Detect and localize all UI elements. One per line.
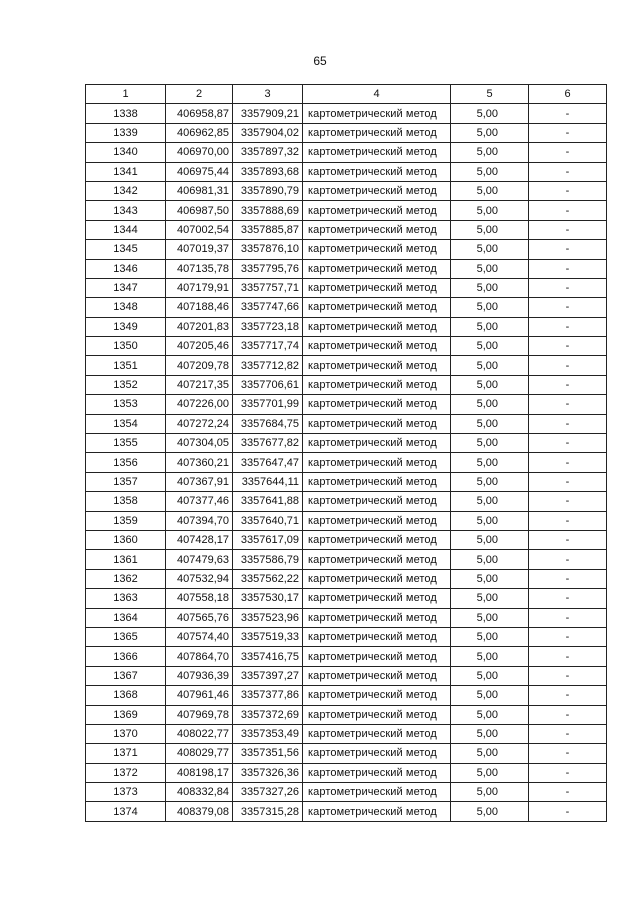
note-cell: - [529,298,607,317]
note-cell: - [529,802,607,821]
accuracy-cell: 5,00 [451,589,529,608]
x-coordinate-cell: 407217,35 [166,375,233,394]
method-cell: картометрический метод [303,705,451,724]
x-coordinate-cell: 407864,70 [166,647,233,666]
y-coordinate-cell: 3357885,87 [233,220,303,239]
accuracy-cell: 5,00 [451,162,529,181]
x-coordinate-cell: 408022,77 [166,724,233,743]
note-cell: - [529,608,607,627]
point-number-cell: 1363 [86,589,166,608]
method-cell: картометрический метод [303,744,451,763]
table-row [86,414,607,433]
table-row [86,666,607,685]
x-coordinate-cell: 406962,85 [166,123,233,142]
point-number-cell: 1374 [86,802,166,821]
accuracy-cell: 5,00 [451,608,529,627]
y-coordinate-cell: 3357888,69 [233,201,303,220]
table-row [86,259,607,278]
accuracy-cell: 5,00 [451,744,529,763]
accuracy-cell: 5,00 [451,395,529,414]
point-number-cell: 1372 [86,763,166,782]
x-coordinate-cell: 407019,37 [166,240,233,259]
method-cell: картометрический метод [303,104,451,123]
y-coordinate-cell: 3357351,56 [233,744,303,763]
note-cell: - [529,337,607,356]
y-coordinate-cell: 3357701,99 [233,395,303,414]
x-coordinate-cell: 408379,08 [166,802,233,821]
note-cell: - [529,530,607,549]
x-coordinate-cell: 407479,63 [166,550,233,569]
table-row [86,783,607,802]
point-number-cell: 1362 [86,569,166,588]
table-row [86,181,607,200]
y-coordinate-cell: 3357706,61 [233,375,303,394]
note-cell: - [529,744,607,763]
method-cell: картометрический метод [303,181,451,200]
x-coordinate-cell: 407532,94 [166,569,233,588]
point-number-cell: 1353 [86,395,166,414]
table-row [86,550,607,569]
table-row [86,589,607,608]
note-cell: - [529,278,607,297]
table-header-row [86,85,607,104]
point-number-cell: 1357 [86,472,166,491]
method-cell: картометрический метод [303,647,451,666]
point-number-cell: 1338 [86,104,166,123]
accuracy-cell: 5,00 [451,278,529,297]
x-coordinate-cell: 407961,46 [166,686,233,705]
accuracy-cell: 5,00 [451,356,529,375]
table-body [86,104,607,821]
note-cell: - [529,783,607,802]
y-coordinate-cell: 3357326,36 [233,763,303,782]
accuracy-cell: 5,00 [451,763,529,782]
y-coordinate-cell: 3357397,27 [233,666,303,685]
note-cell: - [529,492,607,511]
y-coordinate-cell: 3357562,22 [233,569,303,588]
method-cell: картометрический метод [303,783,451,802]
y-coordinate-cell: 3357747,66 [233,298,303,317]
y-coordinate-cell: 3357712,82 [233,356,303,375]
method-cell: картометрический метод [303,143,451,162]
accuracy-cell: 5,00 [451,492,529,511]
method-cell: картометрический метод [303,511,451,530]
accuracy-cell: 5,00 [451,569,529,588]
column-header-2: 2 [166,85,233,104]
x-coordinate-cell: 407002,54 [166,220,233,239]
note-cell: - [529,240,607,259]
note-cell: - [529,317,607,336]
x-coordinate-cell: 407394,70 [166,511,233,530]
accuracy-cell: 5,00 [451,298,529,317]
y-coordinate-cell: 3357586,79 [233,550,303,569]
x-coordinate-cell: 407304,05 [166,434,233,453]
method-cell: картометрический метод [303,666,451,685]
accuracy-cell: 5,00 [451,123,529,142]
accuracy-cell: 5,00 [451,181,529,200]
x-coordinate-cell: 407367,91 [166,472,233,491]
x-coordinate-cell: 406981,31 [166,181,233,200]
accuracy-cell: 5,00 [451,453,529,472]
note-cell: - [529,569,607,588]
method-cell: картометрический метод [303,123,451,142]
method-cell: картометрический метод [303,530,451,549]
method-cell: картометрический метод [303,201,451,220]
y-coordinate-cell: 3357890,79 [233,181,303,200]
point-number-cell: 1346 [86,259,166,278]
point-number-cell: 1345 [86,240,166,259]
accuracy-cell: 5,00 [451,220,529,239]
point-number-cell: 1364 [86,608,166,627]
point-number-cell: 1356 [86,453,166,472]
point-number-cell: 1348 [86,298,166,317]
y-coordinate-cell: 3357897,32 [233,143,303,162]
point-number-cell: 1369 [86,705,166,724]
note-cell: - [529,104,607,123]
method-cell: картометрический метод [303,608,451,627]
table-row [86,705,607,724]
note-cell: - [529,395,607,414]
y-coordinate-cell: 3357893,68 [233,162,303,181]
point-number-cell: 1354 [86,414,166,433]
method-cell: картометрический метод [303,453,451,472]
y-coordinate-cell: 3357904,02 [233,123,303,142]
method-cell: картометрический метод [303,472,451,491]
y-coordinate-cell: 3357795,76 [233,259,303,278]
y-coordinate-cell: 3357372,69 [233,705,303,724]
note-cell: - [529,123,607,142]
x-coordinate-cell: 406958,87 [166,104,233,123]
x-coordinate-cell: 407360,21 [166,453,233,472]
note-cell: - [529,763,607,782]
table-row [86,395,607,414]
note-cell: - [529,550,607,569]
x-coordinate-cell: 407558,18 [166,589,233,608]
x-coordinate-cell: 407135,78 [166,259,233,278]
y-coordinate-cell: 3357717,74 [233,337,303,356]
table-row [86,608,607,627]
note-cell: - [529,453,607,472]
accuracy-cell: 5,00 [451,530,529,549]
point-number-cell: 1371 [86,744,166,763]
y-coordinate-cell: 3357647,47 [233,453,303,472]
table-row [86,744,607,763]
table-row [86,763,607,782]
table-row [86,511,607,530]
table-row [86,492,607,511]
point-number-cell: 1373 [86,783,166,802]
method-cell: картометрический метод [303,434,451,453]
method-cell: картометрический метод [303,317,451,336]
point-number-cell: 1344 [86,220,166,239]
note-cell: - [529,162,607,181]
point-number-cell: 1347 [86,278,166,297]
y-coordinate-cell: 3357757,71 [233,278,303,297]
note-cell: - [529,259,607,278]
x-coordinate-cell: 406970,00 [166,143,233,162]
point-number-cell: 1368 [86,686,166,705]
accuracy-cell: 5,00 [451,201,529,220]
y-coordinate-cell: 3357519,33 [233,627,303,646]
x-coordinate-cell: 407201,83 [166,317,233,336]
method-cell: картометрический метод [303,278,451,297]
page-number: 65 [313,54,327,68]
note-cell: - [529,511,607,530]
table-row [86,453,607,472]
y-coordinate-cell: 3357377,86 [233,686,303,705]
accuracy-cell: 5,00 [451,802,529,821]
accuracy-cell: 5,00 [451,511,529,530]
accuracy-cell: 5,00 [451,783,529,802]
point-number-cell: 1351 [86,356,166,375]
note-cell: - [529,472,607,491]
x-coordinate-cell: 408332,84 [166,783,233,802]
table-row [86,375,607,394]
table-row [86,143,607,162]
x-coordinate-cell: 407272,24 [166,414,233,433]
method-cell: картометрический метод [303,395,451,414]
accuracy-cell: 5,00 [451,317,529,336]
accuracy-cell: 5,00 [451,434,529,453]
x-coordinate-cell: 407179,91 [166,278,233,297]
point-number-cell: 1343 [86,201,166,220]
accuracy-cell: 5,00 [451,550,529,569]
method-cell: картометрический метод [303,298,451,317]
table-row [86,337,607,356]
y-coordinate-cell: 3357327,26 [233,783,303,802]
accuracy-cell: 5,00 [451,627,529,646]
table-row [86,220,607,239]
y-coordinate-cell: 3357641,88 [233,492,303,511]
accuracy-cell: 5,00 [451,724,529,743]
method-cell: картометрический метод [303,162,451,181]
table-row [86,647,607,666]
point-number-cell: 1349 [86,317,166,336]
point-number-cell: 1360 [86,530,166,549]
point-number-cell: 1340 [86,143,166,162]
y-coordinate-cell: 3357876,10 [233,240,303,259]
note-cell: - [529,627,607,646]
y-coordinate-cell: 3357640,71 [233,511,303,530]
table-row [86,162,607,181]
table-row [86,240,607,259]
x-coordinate-cell: 408198,17 [166,763,233,782]
x-coordinate-cell: 407428,17 [166,530,233,549]
y-coordinate-cell: 3357617,09 [233,530,303,549]
column-header-3: 3 [233,85,303,104]
table-row [86,569,607,588]
point-number-cell: 1342 [86,181,166,200]
point-number-cell: 1350 [86,337,166,356]
x-coordinate-cell: 407969,78 [166,705,233,724]
x-coordinate-cell: 407936,39 [166,666,233,685]
x-coordinate-cell: 407188,46 [166,298,233,317]
note-cell: - [529,589,607,608]
table-row [86,627,607,646]
table-row [86,530,607,549]
column-header-1: 1 [86,85,166,104]
point-number-cell: 1352 [86,375,166,394]
column-header-6: 6 [529,85,607,104]
table-row [86,356,607,375]
accuracy-cell: 5,00 [451,666,529,685]
method-cell: картометрический метод [303,569,451,588]
point-number-cell: 1367 [86,666,166,685]
method-cell: картометрический метод [303,492,451,511]
point-number-cell: 1366 [86,647,166,666]
coordinates-table [85,84,607,822]
note-cell: - [529,647,607,666]
y-coordinate-cell: 3357315,28 [233,802,303,821]
note-cell: - [529,201,607,220]
x-coordinate-cell: 407209,78 [166,356,233,375]
point-number-cell: 1361 [86,550,166,569]
table-row [86,298,607,317]
method-cell: картометрический метод [303,356,451,375]
point-number-cell: 1359 [86,511,166,530]
method-cell: картометрический метод [303,802,451,821]
table-row [86,317,607,336]
note-cell: - [529,705,607,724]
y-coordinate-cell: 3357684,75 [233,414,303,433]
x-coordinate-cell: 407226,00 [166,395,233,414]
method-cell: картометрический метод [303,414,451,433]
method-cell: картометрический метод [303,337,451,356]
method-cell: картометрический метод [303,375,451,394]
method-cell: картометрический метод [303,686,451,705]
x-coordinate-cell: 408029,77 [166,744,233,763]
note-cell: - [529,434,607,453]
x-coordinate-cell: 407565,76 [166,608,233,627]
point-number-cell: 1370 [86,724,166,743]
x-coordinate-cell: 407205,46 [166,337,233,356]
y-coordinate-cell: 3357909,21 [233,104,303,123]
y-coordinate-cell: 3357644,11 [233,472,303,491]
column-header-5: 5 [451,85,529,104]
point-number-cell: 1355 [86,434,166,453]
point-number-cell: 1358 [86,492,166,511]
table-row [86,472,607,491]
accuracy-cell: 5,00 [451,337,529,356]
note-cell: - [529,724,607,743]
accuracy-cell: 5,00 [451,240,529,259]
accuracy-cell: 5,00 [451,259,529,278]
table-row [86,802,607,821]
accuracy-cell: 5,00 [451,143,529,162]
table-row [86,201,607,220]
method-cell: картометрический метод [303,240,451,259]
table-row [86,434,607,453]
x-coordinate-cell: 406987,50 [166,201,233,220]
table-row [86,104,607,123]
y-coordinate-cell: 3357523,96 [233,608,303,627]
x-coordinate-cell: 407574,40 [166,627,233,646]
table-row [86,724,607,743]
y-coordinate-cell: 3357677,82 [233,434,303,453]
method-cell: картометрический метод [303,763,451,782]
table-row [86,278,607,297]
accuracy-cell: 5,00 [451,375,529,394]
note-cell: - [529,686,607,705]
note-cell: - [529,356,607,375]
accuracy-cell: 5,00 [451,686,529,705]
y-coordinate-cell: 3357353,49 [233,724,303,743]
table-row [86,123,607,142]
note-cell: - [529,181,607,200]
note-cell: - [529,414,607,433]
point-number-cell: 1365 [86,627,166,646]
y-coordinate-cell: 3357416,75 [233,647,303,666]
y-coordinate-cell: 3357723,18 [233,317,303,336]
accuracy-cell: 5,00 [451,414,529,433]
accuracy-cell: 5,00 [451,104,529,123]
table-row [86,686,607,705]
point-number-cell: 1339 [86,123,166,142]
point-number-cell: 1341 [86,162,166,181]
method-cell: картометрический метод [303,259,451,278]
method-cell: картометрический метод [303,550,451,569]
x-coordinate-cell: 407377,46 [166,492,233,511]
method-cell: картометрический метод [303,589,451,608]
column-header-4: 4 [303,85,451,104]
note-cell: - [529,220,607,239]
method-cell: картометрический метод [303,627,451,646]
x-coordinate-cell: 406975,44 [166,162,233,181]
note-cell: - [529,666,607,685]
method-cell: картометрический метод [303,724,451,743]
note-cell: - [529,375,607,394]
accuracy-cell: 5,00 [451,647,529,666]
accuracy-cell: 5,00 [451,472,529,491]
method-cell: картометрический метод [303,220,451,239]
y-coordinate-cell: 3357530,17 [233,589,303,608]
accuracy-cell: 5,00 [451,705,529,724]
note-cell: - [529,143,607,162]
